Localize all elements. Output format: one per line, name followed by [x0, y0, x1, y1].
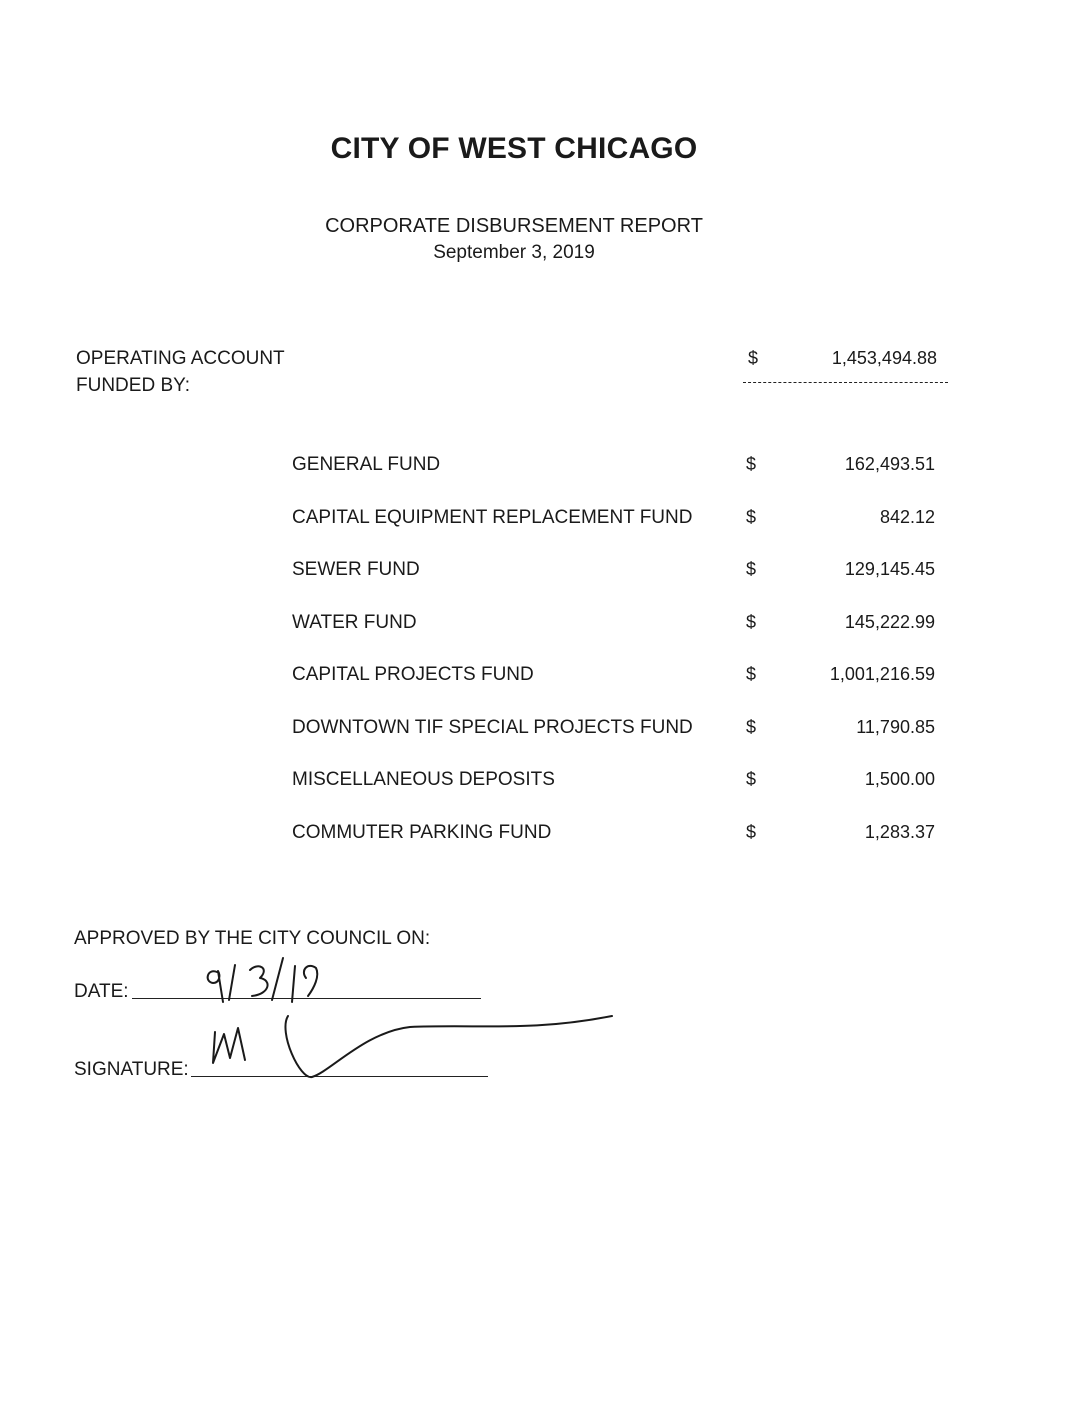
fund-currency: $: [746, 454, 757, 474]
fund-currency: $: [746, 559, 757, 579]
fund-currency: $: [746, 716, 757, 737]
signature-scrawl: [213, 1016, 612, 1077]
fund-name: WATER FUND: [292, 611, 417, 633]
fund-name: SEWER FUND: [292, 559, 420, 580]
fund-name: DOWNTOWN TIF SPECIAL PROJECTS FUND: [292, 716, 693, 738]
fund-row: [0, 763, 1088, 816]
fund-amount: 162,493.51: [844, 454, 935, 474]
fund-amount: 1,001,216.59: [829, 664, 935, 684]
handwritten-ink: [180, 950, 620, 1085]
fund-list: [0, 448, 1088, 868]
fund-name: MISCELLANEOUS DEPOSITS: [292, 769, 555, 790]
operating-account-amount: 1,453,494.88: [831, 348, 937, 368]
fund-name: COMMUTER PARKING FUND: [292, 821, 552, 843]
fund-amount: 842.12: [879, 506, 935, 527]
fund-currency: $: [746, 664, 757, 684]
fund-currency: $: [746, 821, 757, 842]
fund-currency: $: [746, 611, 757, 632]
approval-statement: APPROVED BY THE CITY COUNCIL ON:: [74, 928, 431, 949]
fund-amount: 1,283.37: [864, 821, 935, 842]
operating-account-label: OPERATING ACCOUNT: [76, 348, 285, 369]
fund-name: CAPITAL EQUIPMENT REPLACEMENT FUND: [292, 506, 693, 528]
fund-amount: 11,790.85: [856, 716, 935, 737]
fund-row: [0, 658, 1088, 711]
fund-currency: $: [746, 506, 757, 527]
fund-name: CAPITAL PROJECTS FUND: [292, 664, 534, 685]
signature-label: SIGNATURE:: [74, 1059, 189, 1080]
handwritten-date: [208, 958, 318, 1002]
total-divider: [743, 382, 948, 383]
fund-row: [0, 816, 1088, 869]
funded-by-label: FUNDED BY:: [76, 375, 191, 396]
fund-amount: 129,145.45: [844, 559, 935, 579]
report-date: September 3, 2019: [433, 242, 595, 263]
fund-row: [0, 711, 1088, 764]
fund-amount: 145,222.99: [844, 611, 935, 632]
fund-row: [0, 448, 1088, 501]
approval-date-label: DATE:: [74, 981, 129, 1002]
fund-currency: $: [746, 769, 757, 789]
report-title: CITY OF WEST CHICAGO: [330, 132, 698, 165]
fund-amount: 1,500.00: [864, 769, 935, 789]
report-subtitle: CORPORATE DISBURSEMENT REPORT: [325, 215, 703, 237]
fund-name: GENERAL FUND: [292, 454, 441, 475]
operating-account-currency: $: [748, 348, 759, 368]
fund-row: [0, 501, 1088, 554]
fund-row: [0, 553, 1088, 606]
fund-row: [0, 606, 1088, 659]
